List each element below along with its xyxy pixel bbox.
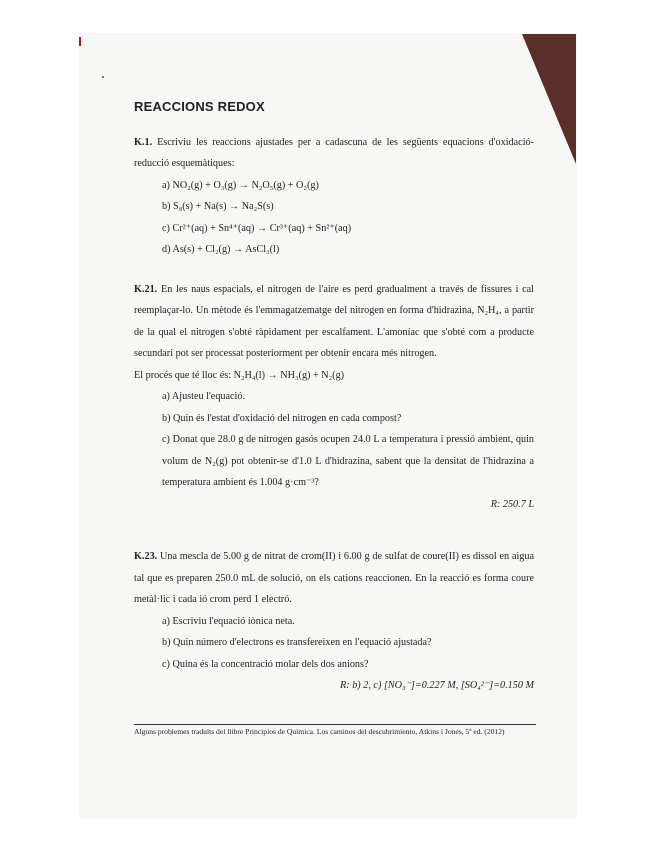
item: a) NO₂(g) + O₃(g) → N₂O₅(g) + O₂(g) [162, 179, 319, 191]
problem-k21-items [162, 386, 534, 494]
problem-k21 [134, 279, 534, 365]
item: a) Ajusteu l'equació. [162, 391, 246, 402]
item: a) Escriviu l'equació iònica neta. [162, 615, 295, 627]
problem-text: Una mescla de 5.00 g de nitrat de crom(II) i 6.00 g de sulfat de coure(II) es dissol en aigua tal que es preparen 250.0 mL de solució, on els cations reaccionen. En la reacció es forma coure metàl·lic i cada ió crom perd 1 electró. [134, 551, 535, 605]
answer: R: b) 2, c) [NO₃⁻]=0.227 M, [SO₄²⁻]=0.150 M [340, 680, 534, 691]
item: c) Cr²⁺(aq) + Sn⁴⁺(aq) → Cr³⁺(aq) + Sn²⁺(aq) [162, 222, 352, 234]
problem-number: K.1. [134, 136, 153, 148]
problem-number: K.23. [134, 551, 158, 562]
problem-k23 [134, 546, 534, 611]
item: c) Donat que 28.0 g de nitrogen gasós ocupen 24.0 L a temperatura i pressió ambient, quin volum de N₂(g) pot obtenir-se d'1.0 L d'hidrazina, sabent que la densitat de l'hidrazina a temperatura ambient és 1.004 g·cm⁻³? [162, 434, 534, 488]
scan-mark [79, 37, 81, 46]
footer-divider [134, 724, 536, 725]
item: b) Quin és l'estat d'oxidació del nitrogen en cada compost? [162, 412, 402, 424]
scan-dot [102, 76, 104, 78]
item: d) As(s) + Cl₂(g) → AsCl₃(l) [162, 244, 280, 255]
problem-number: K.21. [134, 283, 158, 295]
problem-k1-items [162, 175, 534, 261]
footer-note: Alguns problemes traduïts del llibre Principios de Química. Los caminos del descubrimiento, Atkins i Jones, 5ª ed. (2012) [134, 727, 505, 736]
answer: R: 250.7 L [490, 498, 534, 510]
document-body [134, 96, 534, 697]
page-title: REACCIONS REDOX [134, 99, 265, 114]
problem-k23-items [162, 611, 534, 676]
problem-k1 [134, 132, 534, 175]
process-equation: El procés que té lloc és: N₂H₄(l) → NH₃(g) + N₂(g) [134, 369, 345, 381]
item: b) Quin número d'electrons es transfereixen en l'equació ajustada? [162, 637, 432, 648]
item: c) Quina és la concentració molar dels dos anions? [162, 658, 369, 670]
item: b) S₈(s) + Na(s) → Na₂S(s) [162, 201, 274, 212]
problem-text: En les naus espacials, el nitrogen de l'aire es perd gradualment a través de fissures i cal reemplaçar-lo. Un mètode és l'emmagatzematge del nitrogen en forma d'hidrazina, N₂H₄, a partir de la qual el nitrogen s'obté ràpidament per escalfament. L'amoníac que s'obté com a producte secundari pot ser processat posteriorment per obtenir encara més nitrogen. [134, 283, 535, 359]
problem-text: Escriviu les reaccions ajustades per a cadascuna de les següents equacions d'oxidació-reducció esquemàtiques: [134, 136, 535, 169]
